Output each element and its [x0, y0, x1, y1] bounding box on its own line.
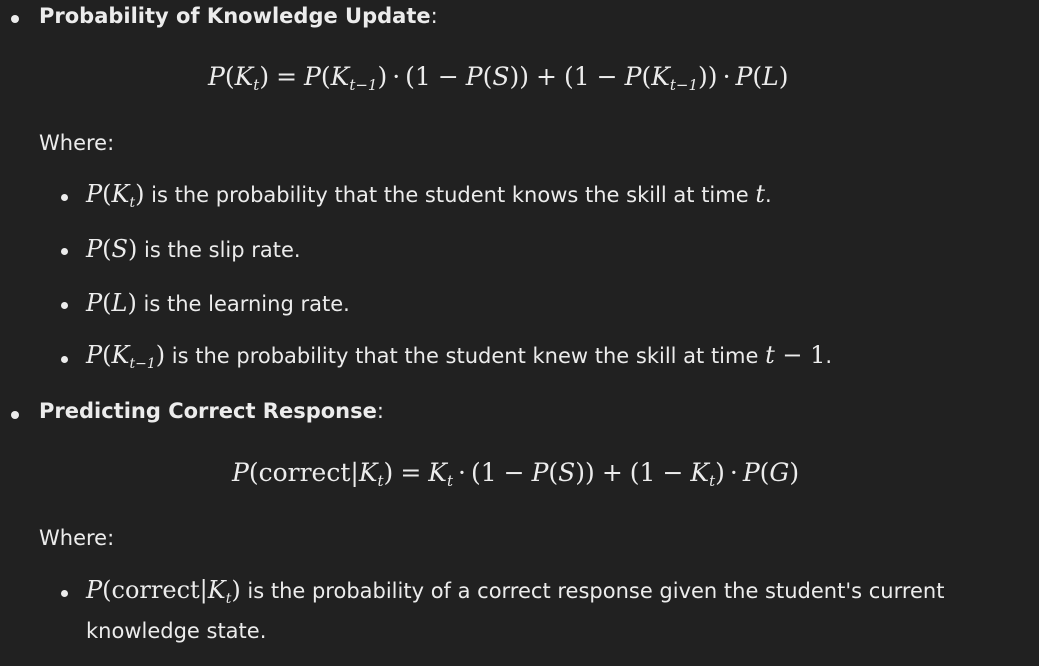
- math-p-l: P(L): [86, 289, 137, 317]
- list-item: $P(K_{t-1})$ is the probability that the student knew the skill at time t − 1.: [86, 341, 833, 372]
- bullet-icon: [61, 356, 68, 363]
- bullet-icon: [61, 194, 68, 201]
- formula-knowledge-update: $P(K_t) = P(K_{t-1}) \cdot (1 - P(S)) + (1 - P(K_{t-1})) \cdot P(L)$: [208, 62, 789, 94]
- where-label: Where:: [39, 526, 115, 550]
- bullet-icon: [61, 302, 68, 309]
- bullet-icon: [61, 248, 68, 255]
- section-heading-correct-response: Predicting Correct Response:: [39, 399, 384, 423]
- list-item-continuation: knowledge state.: [86, 619, 267, 643]
- list-item: $P(correct|K_t)$ is the probability of a correct response given the student's current: [86, 576, 945, 607]
- section-heading-knowledge-update: Probability of Knowledge Update:: [39, 4, 438, 28]
- where-label: Where:: [39, 131, 115, 155]
- math-p-correct: $P(correct|K_t)$: [86, 576, 241, 607]
- bullet-icon: [61, 590, 68, 597]
- list-item: $P(K_t)$ is the probability that the student knows the skill at time t.: [86, 180, 772, 211]
- math-p-kt: $P(K_t)$: [86, 180, 145, 211]
- math-p-kt-1: $P(K_{t-1})$: [86, 341, 166, 372]
- bullet-icon: [11, 411, 19, 419]
- math-p-s: P(S): [86, 235, 138, 263]
- bullet-icon: [11, 15, 19, 23]
- list-item: P(S) is the slip rate.: [86, 235, 301, 263]
- list-item: P(L) is the learning rate.: [86, 289, 350, 317]
- formula-correct-response: $P(correct|K_t) = K_t \cdot (1 - P(S)) + (1 - K_t) \cdot P(G)$: [232, 458, 800, 490]
